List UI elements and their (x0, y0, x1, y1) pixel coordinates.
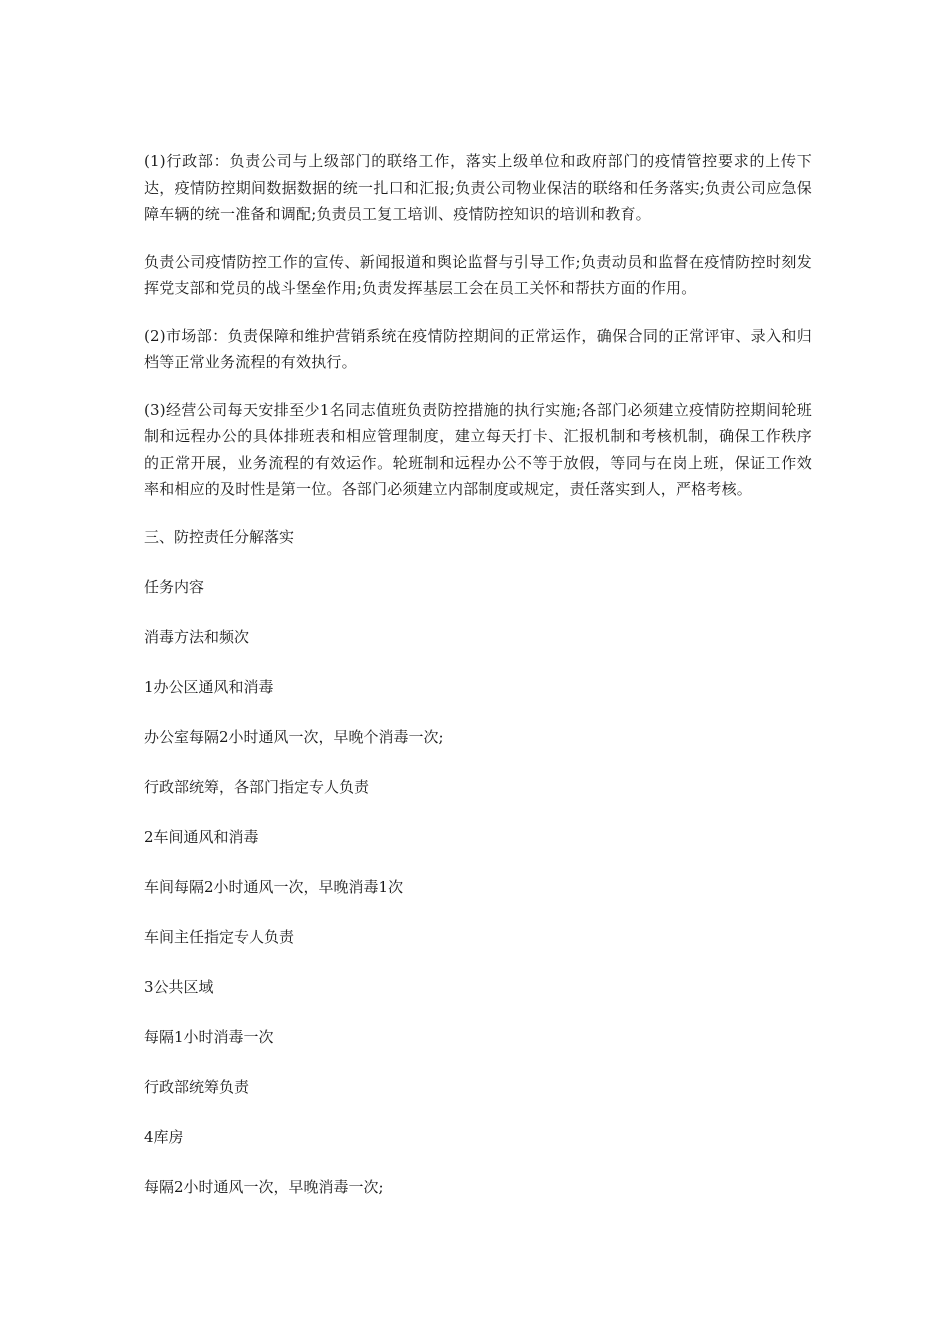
task-item-owner: 行政部统筹负责 (144, 1077, 250, 1096)
task-item-owner: 车间主任指定专人负责 (144, 927, 295, 946)
task-item-method: 车间每隔2小时通风一次，早晚消毒1次 (144, 877, 404, 896)
document-page (144, 148, 812, 1224)
task-item-owner: 行政部统筹，各部门指定专人负责 (144, 777, 370, 796)
task-item-title: 2车间通风和消毒 (144, 827, 259, 846)
table-header-task: 任务内容 (144, 577, 205, 596)
task-item-title: 4库房 (144, 1127, 184, 1146)
task-item-method: 每隔1小时消毒一次 (144, 1027, 274, 1046)
table-header-method: 消毒方法和频次 (144, 627, 250, 646)
task-item-method: 每隔2小时通风一次，早晚消毒一次; (144, 1177, 384, 1196)
task-item-title: 3公共区域 (144, 977, 214, 996)
task-item-method: 办公室每隔2小时通风一次，早晚个消毒一次; (144, 727, 444, 746)
section-heading: 三、防控责任分解落实 (144, 527, 295, 546)
paragraph-market-department: (2)市场部：负责保障和维护营销系统在疫情防控期间的正常运作，确保合同的正常评审、录入和归档等正常业务流程的有效执行。 (144, 326, 812, 371)
paragraph-publicity-duties: 负责公司疫情防控工作的宣传、新闻报道和舆论监督与引导工作;负责动员和监督在疫情防控时刻发挥党支部和党员的战斗堡垒作用;负责发挥基层工会在员工关怀和帮扶方面的作用。 (144, 252, 812, 297)
paragraph-operations-company: (3)经营公司每天安排至少1名同志值班负责防控措施的执行实施;各部门必须建立疫情防控期间轮班制和远程办公的具体排班表和相应管理制度，建立每天打卡、汇报机制和考核机制，确保工作秩序的正常开展，业务流程的有效运作。轮班制和远程办公不等于放假，等同与在岗上班，保证工作效率和相应的及时性是第一位。各部门必须建立内部制度或规定，责任落实到人，严格考核。 (144, 400, 812, 498)
paragraph-admin-department: (1)行政部：负责公司与上级部门的联络工作，落实上级单位和政府部门的疫情管控要求的上传下达，疫情防控期间数据数据的统一扎口和汇报;负责公司物业保洁的联络和任务落实;负责公司应急保障车辆的统一准备和调配;负责员工复工培训、疫情防控知识的培训和教育。 (144, 152, 812, 223)
task-item-title: 1办公区通风和消毒 (144, 677, 274, 696)
